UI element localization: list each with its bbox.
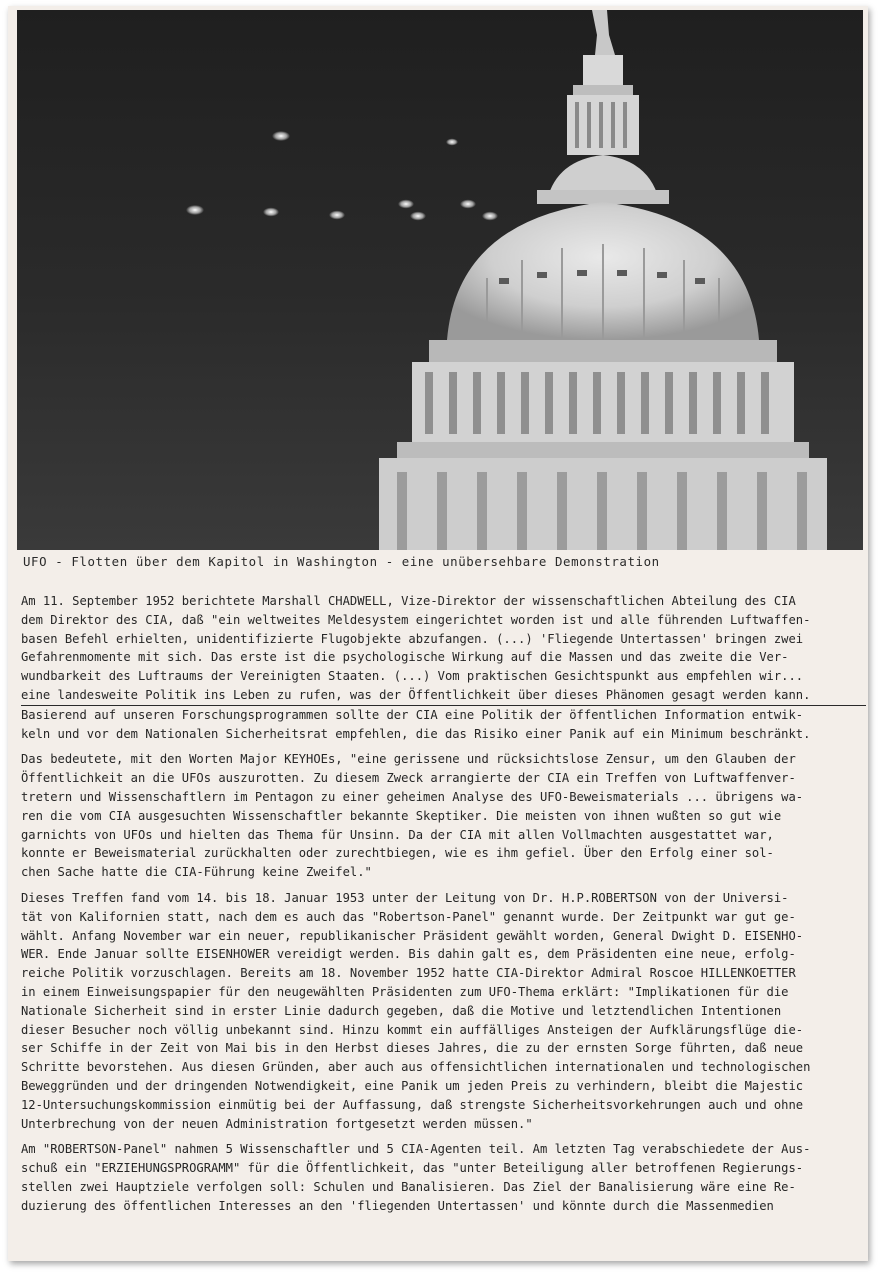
text-line: wählt. Anfang November war ein neuer, republikanischer Präsident gewählt worden, General Dwight D. EISENHO- <box>21 928 804 943</box>
paragraph-robertson <box>21 889 866 1133</box>
scanned-page <box>8 6 868 1261</box>
capitol-dome <box>379 10 827 550</box>
text-line: Am 11. September 1952 berichtete Marshall CHADWELL, Vize-Direktor der wissenschaftlichen Abteilung des CIA <box>21 594 796 608</box>
capitol-ufo-photo <box>17 10 863 550</box>
text-line: tät von Kalifornien statt, nach dem es auch das "Robertson-Panel" genannt wurde. Der Zeitpunkt war gut ge- <box>21 909 796 924</box>
text-line: keln und vor dem Nationalen Sicherheitsrat empfehlen, die das Risiko einer Panik auf ein Minimum beschränkt. <box>21 726 811 741</box>
underlined-text-line: eine landesweite Politik ins Leben zu rufen, was der Öffentlichkeit über dieses Phänomen gesagt werden kann. <box>21 686 866 706</box>
text-line: basen Befehl erhielten, unidentifizierte Flugobjekte abzufangen. (...) 'Fliegende Untertassen' bringen zwei <box>21 631 804 646</box>
text-line: garnichts von UFOs und hielten das Thema für Unsinn. Da der CIA mit allen Vollmachten ausgestattet war, <box>21 827 774 842</box>
text-line: in einem Einweisungspapier für den neugewählten Präsidenten zum UFO-Thema erklärt: "Implikationen für die <box>21 984 789 999</box>
text-line: stellen zwei Hauptziele verfolgen soll: Schulen und Banalisieren. Das Ziel der Banalisierung wäre eine Re- <box>21 1179 796 1194</box>
text-line: tretern und Wissenschaftlern im Pentagon zu einer geheimen Analyse des UFO-Beweismaterials ... übrigens wa- <box>21 789 804 804</box>
paragraph-robertson-panel <box>21 1140 866 1215</box>
text-line: konnte er Beweismaterial zurückhalten oder zurechtbiegen, wie es ihm gefiel. Über den Erfolg einer sol- <box>21 846 774 861</box>
text-line: wundbarkeit des Luftraums der Vereinigten Staaten. (...) Vom praktischen Gesichtspunkt aus empfehlen wir... <box>21 669 804 684</box>
text-line: dem Direktor des CIA, daß "ein weltweites Meldesystem eingerichtet worden ist und alle führenden Luftwaffen- <box>21 612 811 627</box>
article-body <box>21 592 866 1223</box>
text-line: duzierung des öffentlichen Interesses an den 'fliegenden Untertassen' und könnte durch die Massenmedien <box>21 1198 774 1213</box>
text-line: Das bedeutete, mit den Worten Major KEYHOEs, "eine gerissene und rücksichtslose Zensur, um den Glauben der <box>21 752 796 767</box>
ufo-lights <box>186 131 498 221</box>
photo-caption: UFO - Flotten über dem Kapitol in Washington - eine unübersehbare Demonstration <box>23 554 660 569</box>
text-line: Beweggründen und der dringenden Notwendigkeit, eine Panik um jeden Preis zu verhindern, bleibt die Majestic <box>21 1078 804 1093</box>
text-line: Dieses Treffen fand vom 14. bis 18. Januar 1953 unter der Leitung von Dr. H.P.ROBERTSON von der Universi- <box>21 890 789 905</box>
paragraph-keyhoe <box>21 750 866 882</box>
text-line: Nationale Sicherheit sind in erster Linie dadurch gegeben, daß die Motive und letztendlichen Intentionen <box>21 1003 782 1018</box>
text-line: Basierend auf unseren Forschungsprogrammen sollte der CIA eine Politik der öffentlichen Information entwik- <box>21 707 804 722</box>
text-line: chen Sache hatte die CIA-Führung keine Zweifel." <box>21 865 372 880</box>
paragraph-chadwell <box>21 592 866 743</box>
text-line: reiche Politik vorzuschlagen. Bereits am 18. November 1952 hatte CIA-Direktor Admiral Roscoe HILLENKOETTER <box>21 966 796 981</box>
text-line: WER. Ende Januar sollte EISENHOWER vereidigt werden. Bis dahin galt es, dem Präsidenten eine neue, erfolg- <box>21 947 796 962</box>
text-line: Schritte bevorstehen. Aus diesen Gründen, aber auch aus offensichtlichen internationalen und technologischen <box>21 1060 811 1075</box>
text-line: Unterbrechung von der neuen Administration fortgesetzt werden müssen." <box>21 1116 533 1131</box>
text-line: schuß ein "ERZIEHUNGSPROGRAMM" für die Öffentlichkeit, das "unter Beteiligung aller betroffenen Regierungs- <box>21 1161 804 1176</box>
text-line: ser Schiffe in der Zeit von Mai bis in den Herbst dieses Jahres, die zu der ernsten Sorge führten, daß neue <box>21 1041 804 1056</box>
photo-illustration <box>17 10 863 550</box>
text-line: Gefahrenmomente mit sich. Das erste ist die psychologische Wirkung auf die Massen und das zweite die Ver- <box>21 650 789 665</box>
text-line: ren die vom CIA ausgesuchten Wissenschaftler bekannte Skeptiker. Die meisten von ihnen wußten so gut wie <box>21 808 782 823</box>
text-line: dieser Besucher noch völlig unbekannt sind. Hinzu kommt ein auffälliges Ansteigen der Aufklärungsflüge die- <box>21 1022 804 1037</box>
text-line: 12-Untersuchungskommission einmütig bei der Auffassung, daß strengste Sicherheitsvorkehrungen auch und ohne <box>21 1097 804 1112</box>
text-line: Am "ROBERTSON-Panel" nahmen 5 Wissenschaftler und 5 CIA-Agenten teil. Am letzten Tag verabschiedete der Aus- <box>21 1142 811 1157</box>
text-line: Öffentlichkeit an die UFOs auszurotten. Zu diesem Zweck arrangierte der CIA ein Treffen von Luftwaffenver- <box>21 771 796 786</box>
